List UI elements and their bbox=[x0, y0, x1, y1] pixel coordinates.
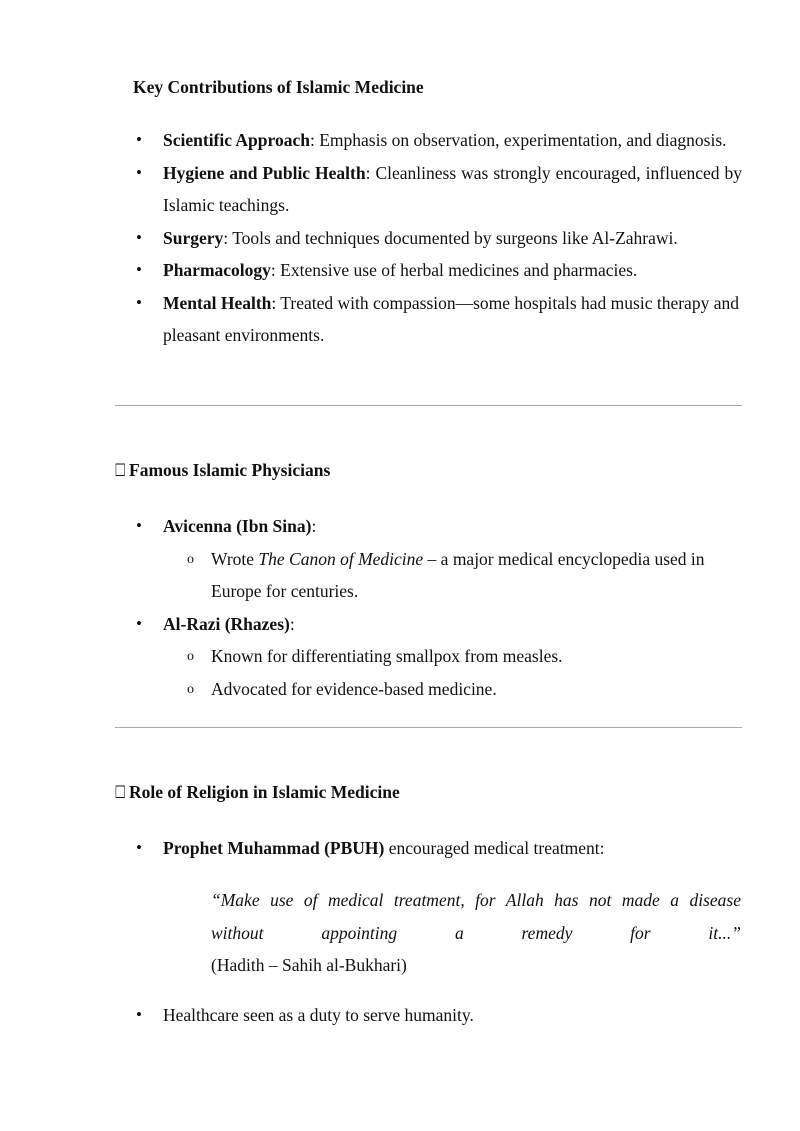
description: : Extensive use of herbal medicines and pharmacies. bbox=[270, 260, 638, 280]
term: Scientific Approach bbox=[163, 130, 310, 150]
contributions-list bbox=[136, 124, 742, 352]
religion-list-continued bbox=[136, 999, 756, 1032]
description: encouraged medical treatment: bbox=[384, 838, 605, 858]
colon: : bbox=[311, 516, 317, 536]
description: : Treated with compassion—some hospitals had music therapy and pleasant environments. bbox=[163, 292, 739, 345]
book-title: The Canon of Medicine bbox=[258, 548, 424, 569]
text: Wrote bbox=[211, 548, 259, 569]
missing-glyph-icon: ⎕ bbox=[115, 782, 126, 802]
term: Hygiene and Public Health bbox=[163, 162, 366, 183]
hadith-quote bbox=[211, 884, 741, 982]
section-heading-role-of-religion bbox=[115, 781, 400, 803]
list-item bbox=[136, 608, 756, 706]
list-item bbox=[136, 510, 756, 608]
list-item bbox=[136, 157, 742, 222]
sub-list-item bbox=[163, 640, 756, 673]
physician-name: Avicenna (Ibn Sina) bbox=[163, 516, 312, 536]
missing-glyph-icon: ⎕ bbox=[115, 460, 126, 480]
term: Prophet Muhammad (PBUH) bbox=[163, 838, 385, 858]
term: Surgery bbox=[163, 227, 224, 248]
section-heading-text: Famous Islamic Physicians bbox=[129, 460, 331, 480]
list-item bbox=[136, 254, 742, 287]
physicians-list bbox=[136, 510, 756, 705]
physician-name: Al-Razi (Rhazes) bbox=[163, 613, 290, 634]
list-item bbox=[136, 832, 756, 865]
section-heading-key-contributions: Key Contributions of Islamic Medicine bbox=[133, 77, 424, 97]
section-heading-famous-physicians bbox=[115, 459, 330, 481]
horizontal-divider bbox=[115, 727, 742, 728]
text: Known for differentiating smallpox from measles. bbox=[211, 646, 563, 666]
colon: : bbox=[289, 613, 295, 634]
list-item bbox=[136, 287, 742, 352]
section-heading-text: Role of Religion in Islamic Medicine bbox=[129, 782, 400, 802]
list-item bbox=[136, 222, 742, 255]
quote-line: without appointing a remedy for it...” bbox=[211, 922, 741, 943]
text: Advocated for evidence-based medicine. bbox=[211, 678, 497, 699]
quote-line: “Make use of medical treatment, for Allah has not made a disease bbox=[211, 890, 741, 910]
religion-list bbox=[136, 832, 756, 865]
description: : Emphasis on observation, experimentation, and diagnosis. bbox=[309, 130, 727, 150]
description: : Cleanliness was strongly encouraged, influenced by Islamic teachings. bbox=[163, 162, 743, 215]
sub-list-item bbox=[163, 543, 756, 608]
list-item bbox=[136, 999, 756, 1032]
term: Mental Health bbox=[163, 292, 272, 313]
sub-list-item bbox=[163, 673, 756, 706]
quote-source: (Hadith – Sahih al-Bukhari) bbox=[211, 955, 407, 975]
list-item bbox=[136, 124, 742, 157]
description: : Tools and techniques documented by surgeons like Al-Zahrawi. bbox=[223, 227, 678, 248]
description: Healthcare seen as a duty to serve humanity. bbox=[163, 1005, 474, 1025]
sub-list bbox=[163, 640, 756, 705]
sub-list bbox=[163, 543, 756, 608]
term: Pharmacology bbox=[163, 260, 271, 280]
horizontal-divider bbox=[115, 405, 742, 406]
text: – a major medical encyclopedia used in Europe for centuries. bbox=[211, 548, 705, 601]
